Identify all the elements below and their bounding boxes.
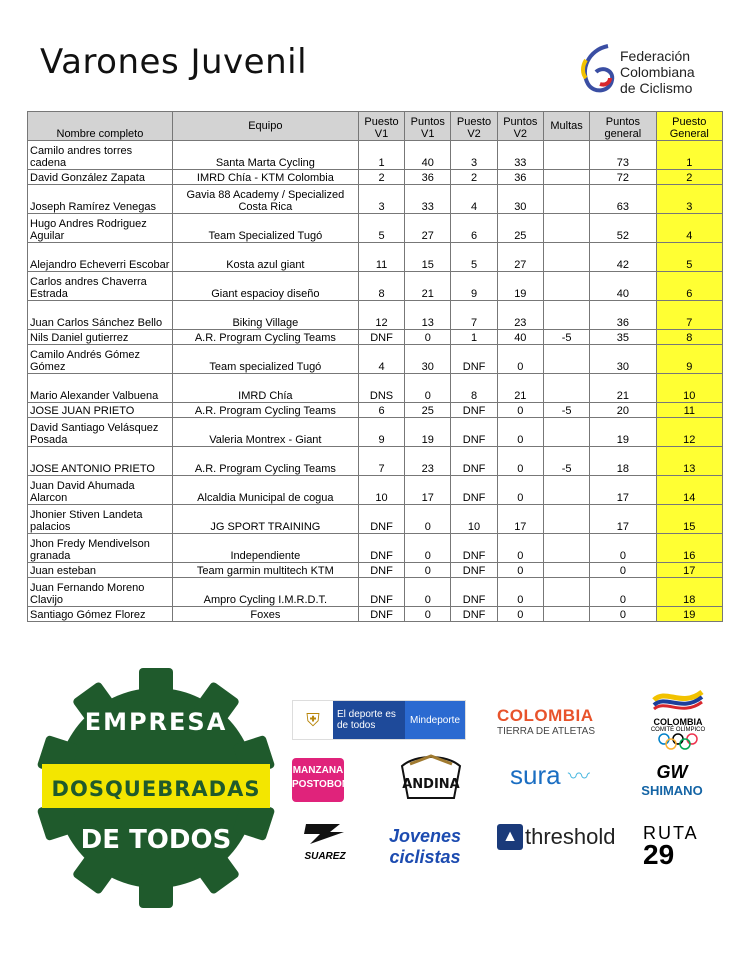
table-row xyxy=(28,170,723,185)
gw-shimano-logo xyxy=(632,762,712,798)
cell-puntos-v2: 27 xyxy=(497,243,543,272)
cell-puntos-v1: 15 xyxy=(405,243,451,272)
cell-multas xyxy=(543,301,589,330)
cell-puesto-v1: 2 xyxy=(358,170,404,185)
sponsors-area xyxy=(0,660,750,960)
cell-puntos-v2: 0 xyxy=(497,345,543,374)
table-header-row xyxy=(28,112,723,141)
table-row xyxy=(28,301,723,330)
coat-of-arms-icon: ⛨ xyxy=(306,709,320,730)
cell-puntos-v2: 0 xyxy=(497,447,543,476)
cell-puesto-v1: 10 xyxy=(358,476,404,505)
cell-puesto-v1: 11 xyxy=(358,243,404,272)
cell-puesto-v1: DNF xyxy=(358,505,404,534)
cell-puesto-v2: 3 xyxy=(451,141,497,170)
cell-puntos-v1: 25 xyxy=(405,403,451,418)
cell-puntos-v2: 17 xyxy=(497,505,543,534)
cell-puesto-v2: DNF xyxy=(451,607,497,622)
cell-puesto-v2: 6 xyxy=(451,214,497,243)
cell-name: Juan David Ahumada Alarcon xyxy=(28,476,173,505)
col-header-puntos-v2: Puntos V2 xyxy=(497,112,543,141)
cell-puntos-general: 40 xyxy=(590,272,656,301)
andina-emblem-icon xyxy=(396,752,466,806)
cell-name: Jhonier Stiven Landeta palacios xyxy=(28,505,173,534)
cell-puntos-v1: 0 xyxy=(405,578,451,607)
cell-puesto-v1: DNF xyxy=(358,330,404,345)
cell-puntos-v2: 23 xyxy=(497,301,543,330)
cell-puesto-v2: DNF xyxy=(451,418,497,447)
shimano-text: SHIMANO xyxy=(641,783,703,798)
cell-name: Santiago Gómez Florez xyxy=(28,607,173,622)
cell-team: Giant espacioy diseño xyxy=(172,272,358,301)
col-header-puesto-v2: Puesto V2 xyxy=(451,112,497,141)
cell-name: Camilo Andrés Gómez Gómez xyxy=(28,345,173,374)
table-row xyxy=(28,185,723,214)
cell-puntos-v2: 0 xyxy=(497,563,543,578)
table-row xyxy=(28,330,723,345)
cell-puntos-general: 0 xyxy=(590,578,656,607)
cell-multas xyxy=(543,578,589,607)
cell-puesto-general: 12 xyxy=(656,418,722,447)
cell-puesto-v2: 5 xyxy=(451,243,497,272)
table-row xyxy=(28,214,723,243)
cell-multas xyxy=(543,563,589,578)
cell-team: Independiente xyxy=(172,534,358,563)
cell-puntos-general: 63 xyxy=(590,185,656,214)
cell-name: JOSE ANTONIO PRIETO xyxy=(28,447,173,476)
tierra-text: TIERRA DE ATLETAS xyxy=(497,726,595,737)
col-header-puesto-v1: Puesto V1 xyxy=(358,112,404,141)
cell-multas xyxy=(543,505,589,534)
page-title: Varones Juvenil xyxy=(40,42,308,82)
cell-puesto-v1: DNF xyxy=(358,607,404,622)
cell-team: IMRD Chía - KTM Colombia xyxy=(172,170,358,185)
cell-puntos-v2: 0 xyxy=(497,403,543,418)
cell-multas: -5 xyxy=(543,447,589,476)
cell-puesto-v1: 8 xyxy=(358,272,404,301)
cell-multas xyxy=(543,272,589,301)
cell-puntos-v2: 0 xyxy=(497,607,543,622)
results-body xyxy=(28,141,723,622)
cell-puesto-v1: DNS xyxy=(358,374,404,403)
table-row xyxy=(28,578,723,607)
ruta-num: 29 xyxy=(643,839,675,870)
cell-puntos-v2: 19 xyxy=(497,272,543,301)
cell-puesto-v2: 10 xyxy=(451,505,497,534)
cell-puesto-v1: DNF xyxy=(358,563,404,578)
cell-puesto-general: 10 xyxy=(656,374,722,403)
cell-puesto-general: 18 xyxy=(656,578,722,607)
cell-multas xyxy=(543,185,589,214)
gear-text-1: EMPRESA xyxy=(84,708,228,736)
cell-puesto-general: 4 xyxy=(656,214,722,243)
table-row xyxy=(28,243,723,272)
cell-puesto-v2: DNF xyxy=(451,578,497,607)
suarez-text: SUAREZ xyxy=(304,851,346,862)
ruta29-logo xyxy=(643,822,699,870)
cell-puesto-general: 14 xyxy=(656,476,722,505)
federation-line-3: de Ciclismo xyxy=(620,80,693,96)
cell-team: Foxes xyxy=(172,607,358,622)
cell-puntos-v1: 23 xyxy=(405,447,451,476)
cell-puesto-v2: 2 xyxy=(451,170,497,185)
cell-puesto-v2: DNF xyxy=(451,403,497,418)
cell-puntos-v1: 21 xyxy=(405,272,451,301)
cell-puesto-v1: DNF xyxy=(358,578,404,607)
mindeporte-text-b: Mindeporte xyxy=(405,701,465,739)
federation-line-1: Federación xyxy=(620,48,691,64)
cell-name: Mario Alexander Valbuena xyxy=(28,374,173,403)
cell-team: Team Specialized Tugó xyxy=(172,214,358,243)
cell-puntos-general: 30 xyxy=(590,345,656,374)
gear-text-3: DE TODOS xyxy=(80,825,232,855)
cell-multas xyxy=(543,345,589,374)
cell-puesto-v1: 12 xyxy=(358,301,404,330)
cell-puntos-general: 73 xyxy=(590,141,656,170)
cell-puntos-v2: 21 xyxy=(497,374,543,403)
cell-puesto-general: 13 xyxy=(656,447,722,476)
sura-wave-icon: 〰 xyxy=(567,764,590,789)
cell-puesto-v1: 6 xyxy=(358,403,404,418)
cell-puesto-v1: DNF xyxy=(358,534,404,563)
cell-team: Team garmin multitech KTM xyxy=(172,563,358,578)
cell-puesto-v1: 9 xyxy=(358,418,404,447)
cell-team: A.R. Program Cycling Teams xyxy=(172,403,358,418)
cell-team: Ampro Cycling I.M.R.D.T. xyxy=(172,578,358,607)
cell-puesto-v2: 4 xyxy=(451,185,497,214)
cell-puesto-v1: 1 xyxy=(358,141,404,170)
cell-puntos-v1: 27 xyxy=(405,214,451,243)
cell-name: Carlos andres Chaverra Estrada xyxy=(28,272,173,301)
col-header-puntos-general: Puntos general xyxy=(590,112,656,141)
flag-wave-icon xyxy=(652,686,704,712)
cell-puesto-v2: DNF xyxy=(451,476,497,505)
cell-puntos-v1: 0 xyxy=(405,534,451,563)
table-row xyxy=(28,476,723,505)
cell-puntos-v2: 0 xyxy=(497,476,543,505)
cell-name: Juan Fernando Moreno Clavijo xyxy=(28,578,173,607)
cell-team: A.R. Program Cycling Teams xyxy=(172,447,358,476)
col-header-puntos-v1: Puntos V1 xyxy=(405,112,451,141)
andina-text: ANDINA xyxy=(402,777,460,792)
cell-puntos-v2: 0 xyxy=(497,534,543,563)
cell-team: A.R. Program Cycling Teams xyxy=(172,330,358,345)
cell-name: Jhon Fredy Mendivelson granada xyxy=(28,534,173,563)
cell-puesto-v1: 3 xyxy=(358,185,404,214)
cell-name: JOSE JUAN PRIETO xyxy=(28,403,173,418)
cell-puntos-v2: 40 xyxy=(497,330,543,345)
col-header-name: Nombre completo xyxy=(28,112,173,141)
cell-name: Juan esteban xyxy=(28,563,173,578)
cell-name: Alejandro Echeverri Escobar xyxy=(28,243,173,272)
cell-puntos-general: 21 xyxy=(590,374,656,403)
cell-puesto-v2: 1 xyxy=(451,330,497,345)
col-header-multas: Multas xyxy=(543,112,589,141)
cell-team: Santa Marta Cycling xyxy=(172,141,358,170)
federation-logo-icon xyxy=(578,40,618,96)
cell-team: Alcaldia Municipal de cogua xyxy=(172,476,358,505)
cell-name: Joseph Ramírez Venegas xyxy=(28,185,173,214)
cell-name: Juan Carlos Sánchez Bello xyxy=(28,301,173,330)
cell-puesto-general: 2 xyxy=(656,170,722,185)
cell-team: Valeria Montrex - Giant xyxy=(172,418,358,447)
gw-text: GW xyxy=(656,762,688,782)
cell-multas xyxy=(543,141,589,170)
gear-text-2: DOSQUEBRADAS xyxy=(51,777,261,801)
mindeporte-logo xyxy=(292,700,466,740)
cell-puntos-general: 19 xyxy=(590,418,656,447)
cell-team: Team specialized Tugó xyxy=(172,345,358,374)
cell-puesto-general: 7 xyxy=(656,301,722,330)
cell-puntos-v2: 0 xyxy=(497,578,543,607)
manzana-postobon-logo: MANZANA POSTOBON xyxy=(292,758,344,802)
cell-puesto-general: 9 xyxy=(656,345,722,374)
cell-puntos-general: 0 xyxy=(590,563,656,578)
cell-name: Camilo andres torres cadena xyxy=(28,141,173,170)
cell-team: Biking Village xyxy=(172,301,358,330)
table-row xyxy=(28,272,723,301)
cell-multas: -5 xyxy=(543,403,589,418)
cell-team: IMRD Chía xyxy=(172,374,358,403)
table-row xyxy=(28,345,723,374)
cell-puesto-v1: 5 xyxy=(358,214,404,243)
cell-name: David González Zapata xyxy=(28,170,173,185)
cell-puntos-v1: 19 xyxy=(405,418,451,447)
col-header-team: Equipo xyxy=(172,112,358,141)
cell-multas xyxy=(543,243,589,272)
cell-puesto-v2: DNF xyxy=(451,563,497,578)
cell-puntos-general: 20 xyxy=(590,403,656,418)
cell-puesto-v2: DNF xyxy=(451,345,497,374)
cell-name: Hugo Andres Rodriguez Aguilar xyxy=(28,214,173,243)
andina-logo xyxy=(396,752,466,806)
olympic-rings-icon xyxy=(656,733,700,751)
threshold-text: threshold xyxy=(525,824,616,849)
jovenes-ciclistas-logo: Jovenes ciclistas xyxy=(388,826,462,867)
cell-puesto-general: 17 xyxy=(656,563,722,578)
coc-text-b: COMITÉ OLÍMPICO xyxy=(650,727,706,733)
cell-puesto-general: 3 xyxy=(656,185,722,214)
cell-puntos-v1: 33 xyxy=(405,185,451,214)
sura-logo xyxy=(510,760,590,791)
cell-puesto-v2: 9 xyxy=(451,272,497,301)
table-row xyxy=(28,418,723,447)
colombia-tierra-logo xyxy=(497,706,609,737)
cell-name: Nils Daniel gutierrez xyxy=(28,330,173,345)
colombia-text: COLOMBIA xyxy=(497,706,594,725)
cell-puesto-general: 5 xyxy=(656,243,722,272)
cell-multas xyxy=(543,374,589,403)
cell-puntos-v2: 36 xyxy=(497,170,543,185)
cell-puntos-v2: 25 xyxy=(497,214,543,243)
cell-puesto-general: 6 xyxy=(656,272,722,301)
cell-multas xyxy=(543,476,589,505)
cell-puntos-v1: 36 xyxy=(405,170,451,185)
cell-puntos-general: 0 xyxy=(590,607,656,622)
cell-multas xyxy=(543,607,589,622)
cell-puesto-general: 16 xyxy=(656,534,722,563)
cell-puntos-v1: 0 xyxy=(405,607,451,622)
cell-puntos-v1: 40 xyxy=(405,141,451,170)
cell-team: Kosta azul giant xyxy=(172,243,358,272)
cell-puntos-v1: 30 xyxy=(405,345,451,374)
cell-name: David Santiago Velásquez Posada xyxy=(28,418,173,447)
coc-text-a: COLOMBIA xyxy=(653,717,703,727)
col-header-puesto-general: Puesto General xyxy=(656,112,722,141)
table-row xyxy=(28,607,723,622)
mindeporte-text-a: El deporte es de todos xyxy=(333,701,405,739)
cell-puesto-general: 8 xyxy=(656,330,722,345)
cell-puntos-v1: 13 xyxy=(405,301,451,330)
cell-puesto-general: 11 xyxy=(656,403,722,418)
cell-multas xyxy=(543,534,589,563)
cell-team: Gavia 88 Academy / Specialized Costa Rica xyxy=(172,185,358,214)
table-row xyxy=(28,403,723,418)
table-row xyxy=(28,447,723,476)
cell-puntos-general: 17 xyxy=(590,505,656,534)
cell-puesto-general: 1 xyxy=(656,141,722,170)
threshold-logo xyxy=(497,824,616,850)
cell-puesto-v2: 8 xyxy=(451,374,497,403)
cell-puesto-v2: DNF xyxy=(451,534,497,563)
cell-multas xyxy=(543,214,589,243)
cell-puesto-v1: 4 xyxy=(358,345,404,374)
cell-puntos-general: 72 xyxy=(590,170,656,185)
comite-olimpico-logo xyxy=(640,686,716,756)
cell-puntos-v1: 0 xyxy=(405,330,451,345)
cell-multas xyxy=(543,170,589,185)
suarez-emblem-icon xyxy=(300,820,350,846)
gear-icon xyxy=(36,668,276,908)
cell-puntos-v1: 17 xyxy=(405,476,451,505)
cell-multas: -5 xyxy=(543,330,589,345)
ruta-text: RUTA xyxy=(643,823,699,843)
cell-puntos-v2: 30 xyxy=(497,185,543,214)
cell-team: JG SPORT TRAINING xyxy=(172,505,358,534)
cell-puntos-v2: 33 xyxy=(497,141,543,170)
cell-puesto-general: 15 xyxy=(656,505,722,534)
cell-multas xyxy=(543,418,589,447)
table-row xyxy=(28,505,723,534)
cell-puntos-v1: 0 xyxy=(405,374,451,403)
cell-puntos-general: 0 xyxy=(590,534,656,563)
cell-puntos-v1: 0 xyxy=(405,563,451,578)
cell-puntos-general: 17 xyxy=(590,476,656,505)
cell-puntos-general: 35 xyxy=(590,330,656,345)
federation-line-2: Colombiana xyxy=(620,64,695,80)
suarez-logo xyxy=(295,820,355,862)
table-row xyxy=(28,374,723,403)
cell-puntos-v2: 0 xyxy=(497,418,543,447)
cell-puesto-v2: DNF xyxy=(451,447,497,476)
cell-puntos-general: 36 xyxy=(590,301,656,330)
cell-puntos-v1: 0 xyxy=(405,505,451,534)
federation-name xyxy=(620,48,695,96)
table-row xyxy=(28,534,723,563)
cell-puesto-v1: 7 xyxy=(358,447,404,476)
cell-puntos-general: 42 xyxy=(590,243,656,272)
cell-puntos-general: 18 xyxy=(590,447,656,476)
table-row xyxy=(28,563,723,578)
results-table xyxy=(27,111,723,622)
sura-text: sura xyxy=(510,760,561,790)
table-row xyxy=(28,141,723,170)
threshold-icon: ▲ xyxy=(497,824,523,850)
cell-puesto-v2: 7 xyxy=(451,301,497,330)
cell-puesto-general: 19 xyxy=(656,607,722,622)
cell-puntos-general: 52 xyxy=(590,214,656,243)
